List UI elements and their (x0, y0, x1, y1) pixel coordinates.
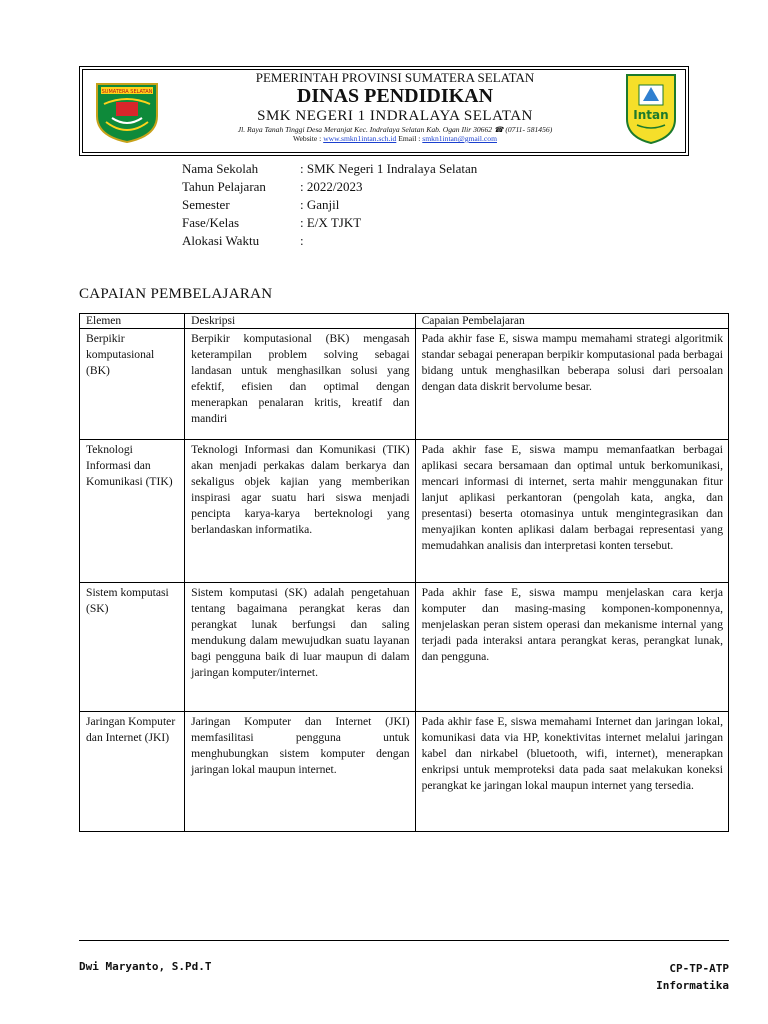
cp-table (79, 313, 729, 832)
province-logo (92, 78, 162, 144)
footer-right (656, 960, 729, 994)
school-name: SMK NEGERI 1 INDRALAYA SELATAN (257, 108, 533, 124)
table-header-row (80, 314, 729, 329)
info-key: Nama Sekolah (182, 161, 259, 176)
info-key: Alokasi Waktu (182, 233, 260, 248)
cell-capaian: Pada akhir fase E, siswa mampu memanfaatkan berbagai aplikasi secara bersamaan dan optimal untuk berkomunikasi, mencari informasi di internet, serta mahir menggunakan fitur lanjut aplikasi perkantoran (pengolah kata, angka, dan presentasi) beserta otomasinya untuk mengintegrasikan dan menyajikan konten aplikasi dalam berbagai representasi yang memudahkan analisis dan interpretasi konten tersebut. (415, 440, 728, 583)
footer-author: Dwi Maryanto, S.Pd.T (79, 960, 212, 973)
header-capaian: Capaian Pembelajaran (415, 314, 728, 329)
cell-deskripsi: Teknologi Informasi dan Komunikasi (TIK) akan menjadi perkakas dalam berkarya dan sekaligus objek kajian yang memberikan inspirasi agar suatu hari siswa menjadi pencipta karya-karya berteknologi yang berlandaskan informatika. (185, 440, 415, 583)
cell-elemen: Jaringan Komputer dan Internet (JKI) (80, 712, 185, 832)
table-row (80, 440, 729, 583)
info-row (182, 232, 477, 250)
cell-deskripsi: Berpikir komputasional (BK) mengasah keterampilan problem solving sebagai landasan untuk menghasilkan solusi yang efektif, efisien dan optimal dengan menerapkan penalaran kritis, kreatif dan mandiri (185, 329, 415, 440)
cell-capaian: Pada akhir fase E, siswa mampu memahami strategi algoritmik standar sebagai penerapan berpikir komputasional pada berbagai bidang untuk menghasilkan beberapa solusi dari persoalan dengan data diskrit bervolume besar. (415, 329, 728, 440)
table-row (80, 329, 729, 440)
cell-deskripsi: Sistem komputasi (SK) adalah pengetahuan tentang bagaimana perangkat keras dan perangkat lunak berfungsi dan saling mendukung dalam mewujudkan suatu layanan bagi pengguna baik di luar maupun di dalam jaringan komputer/internet. (185, 583, 415, 712)
info-value: : 2022/2023 (300, 179, 363, 194)
info-key: Fase/Kelas (182, 215, 240, 230)
footer-subject: Informatika (656, 979, 729, 992)
footer-rule (79, 940, 729, 941)
website-link[interactable]: www.smkn1intan.sch.id (323, 134, 397, 143)
info-row (182, 160, 477, 178)
table-row (80, 712, 729, 832)
school-info (182, 160, 477, 250)
school-logo (625, 73, 677, 145)
cell-deskripsi: Jaringan Komputer dan Internet (JKI) memfasilitasi pengguna untuk menghubungkan sistem komputer dengan jaringan lokal maupun internet. (185, 712, 415, 832)
school-logo-text: Intan (633, 108, 669, 122)
info-value: : SMK Negeri 1 Indralaya Selatan (300, 161, 478, 176)
info-row (182, 214, 477, 232)
header-elemen: Elemen (80, 314, 185, 329)
school-address: Jl. Raya Tanah Tinggi Desa Meranjat Kec. Indralaya Selatan Kab. Ogan Ilir 30662 ☎ (0711- 581456) (237, 125, 553, 134)
cell-elemen: Teknologi Informasi dan Komunikasi (TIK) (80, 440, 185, 583)
email-link[interactable]: smkn1intan@gmail.com (422, 134, 497, 143)
province-logo-text: SUMATERA SELATAN (101, 89, 153, 95)
cell-capaian: Pada akhir fase E, siswa memahami Internet dan jaringan lokal, komunikasi data via HP, konektivitas internet melalui jaringan kabel dan nirkabel (bluetooth, wifi, internet), menerapkan enkripsi untuk memproteksi data pada saat melakukan koneksi perangkat ke jaringan lokal maupun internet yang tersedia. (415, 712, 728, 832)
info-row (182, 196, 477, 214)
footer-code: CP-TP-ATP (669, 962, 729, 975)
info-key: Tahun Pelajaran (182, 179, 266, 194)
letterhead-text (170, 70, 620, 143)
section-title: CAPAIAN PEMBELAJARAN (79, 286, 273, 302)
info-key: Semester (182, 197, 230, 212)
cell-capaian: Pada akhir fase E, siswa mampu menjelaskan cara kerja komputer dan masing-masing komponen-komponennya, menjelaskan peran sistem operasi dan mekanisme internal yang terjadi pada interaksi antara perangkat keras, perangkat lunak, dan pengguna. (415, 583, 728, 712)
government-name: PEMERINTAH PROVINSI SUMATERA SELATAN (255, 70, 535, 85)
table-row (80, 583, 729, 712)
cell-elemen: Berpikir komputasional (BK) (80, 329, 185, 440)
website-label: Website : (293, 134, 322, 143)
info-value: : E/X TJKT (300, 215, 362, 230)
email-label: Email : (398, 134, 421, 143)
school-contact (170, 134, 620, 143)
cell-elemen: Sistem komputasi (SK) (80, 583, 185, 712)
header-deskripsi: Deskripsi (185, 314, 415, 329)
info-value: : Ganjil (300, 197, 340, 212)
department-name: DINAS PENDIDIKAN (296, 85, 494, 107)
info-row (182, 178, 477, 196)
info-value: : (300, 233, 304, 248)
